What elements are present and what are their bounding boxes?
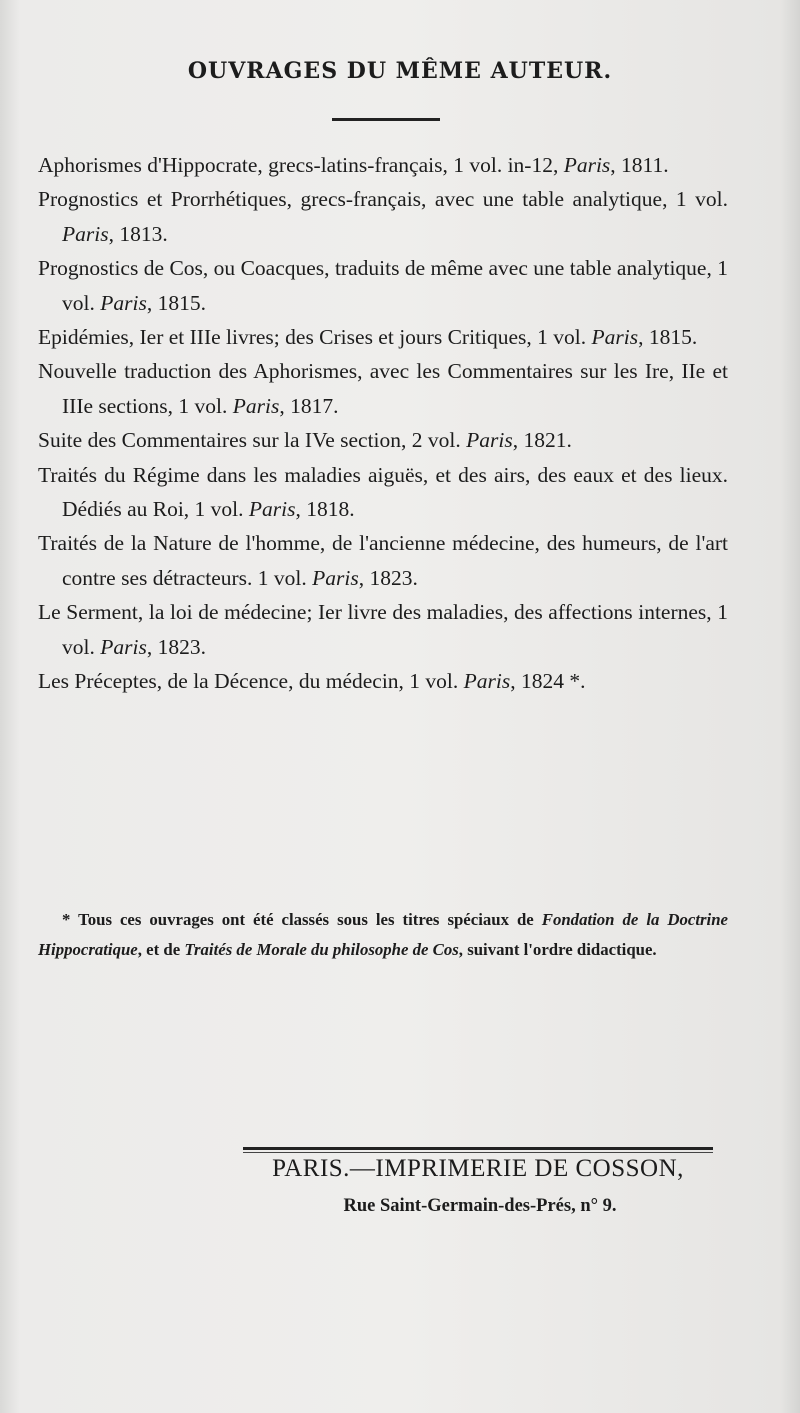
work-entry: Nouvelle traduction des Aphorismes, avec les Commentaires sur les Ire, IIe et IIIe sections, 1 vol. Paris, 1817. (38, 359, 728, 418)
work-entry: Traités du Régime dans les maladies aiguës, et des airs, des eaux et des lieux. Dédiés au Roi, 1 vol. Paris, 1818. (38, 462, 728, 522)
footnote: * Tous ces ouvrages ont été classés sous les titres spéciaux de Fondation de la Doctrine Hippocratique, et de Traités de Morale du philosophe de Cos, suivant l'ordre didactique. (38, 910, 728, 959)
work-entry: Traités de la Nature de l'homme, de l'ancienne médecine, des humeurs, de l'art contre ses détracteurs. 1 vol. Paris, 1823. (38, 531, 728, 590)
title-rule (332, 118, 440, 121)
printer-address: Rue Saint-Germain-des-Prés, n° 9. (343, 1196, 617, 1216)
work-entry: Le Serment, la loi de médecine; Ier livre des maladies, des affections internes, 1 vol. Paris, 1823. (38, 600, 728, 659)
work-entry: Les Préceptes, de la Décence, du médecin, 1 vol. Paris, 1824 *. (38, 669, 586, 694)
work-entry: Suite des Commentaires sur la IVe section, 2 vol. Paris, 1821. (38, 428, 572, 453)
work-entry: Epidémies, Ier et IIIe livres; des Crises et jours Critiques, 1 vol. Paris, 1815. (38, 325, 698, 350)
work-entry: Aphorismes d'Hippocrate, grecs-latins-français, 1 vol. in-12, Paris, 1811. (38, 153, 669, 177)
work-entry: Prognostics et Prorrhétiques, grecs-français, avec une table analytique, 1 vol. Paris, 1813. (38, 187, 728, 246)
imprint-rule (243, 1147, 713, 1150)
work-entry: Prognostics de Cos, ou Coacques, traduits de même avec une table analytique, 1 vol. Paris, 1815. (38, 256, 728, 315)
printer-name: PARIS.—IMPRIMERIE DE COSSON, (272, 1155, 684, 1182)
page-title: OUVRAGES DU MÊME AUTEUR. (187, 58, 613, 84)
works-list (38, 148, 728, 699)
imprint-rule-thin (243, 1152, 713, 1153)
